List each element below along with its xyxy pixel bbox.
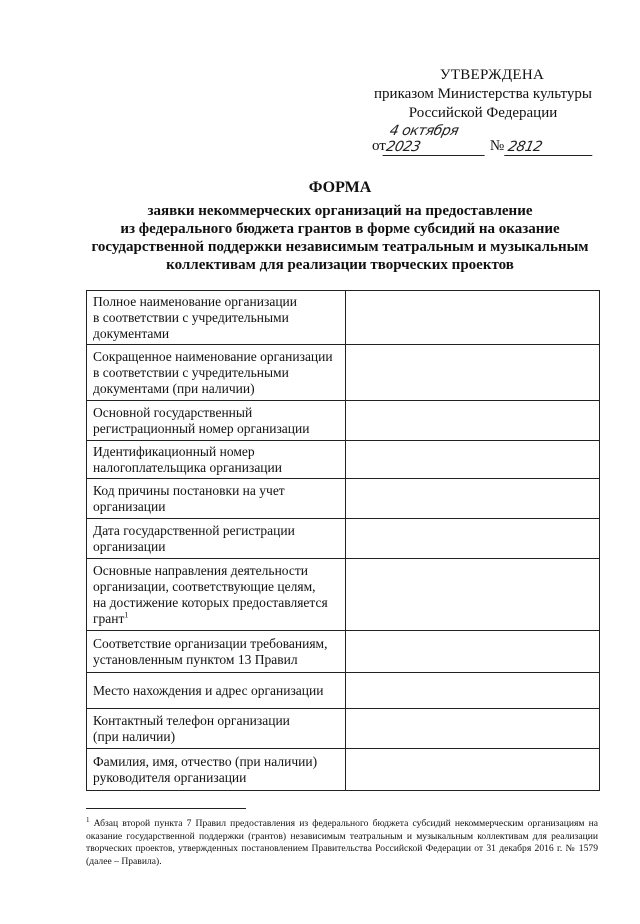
row-value-field[interactable]	[345, 291, 599, 345]
table-row	[87, 441, 600, 479]
row-label-line: Полное наименование организации	[93, 293, 297, 309]
row-label	[93, 754, 339, 786]
title-line-3: государственной поддержки независимым театральным и музыкальным	[91, 239, 589, 255]
row-label-line: налогоплательщика организации	[93, 459, 282, 475]
row-label	[93, 483, 339, 515]
row-label-line: организации	[93, 498, 166, 514]
row-label-text: грант	[93, 610, 125, 626]
row-label-line: организации, соответствующие целям,	[93, 578, 316, 594]
row-label	[93, 349, 339, 397]
row-value-field[interactable]	[345, 345, 599, 401]
table-row	[87, 559, 600, 631]
table-row	[87, 291, 600, 345]
table-row	[87, 401, 600, 441]
row-label	[93, 713, 339, 745]
row-label-line: Место нахождения и адрес организации	[93, 682, 324, 698]
form-rows	[87, 291, 600, 791]
row-label-line: Дата государственной регистрации	[93, 522, 295, 538]
row-label	[93, 636, 339, 668]
table-row	[87, 673, 600, 709]
footnote-reference: 1	[124, 610, 129, 619]
form-title	[40, 178, 640, 274]
row-label-cell	[87, 479, 346, 519]
row-label-cell	[87, 291, 346, 345]
approval-heading: УТВЕРЖДЕНА	[439, 67, 545, 83]
title-line-4: коллективам для реализации творческих проектов	[166, 257, 514, 273]
title-line-1: заявки некоммерческих организаций на предоставление	[147, 203, 533, 219]
approval-date-line	[358, 123, 608, 156]
row-label-line: документами (при наличии)	[93, 380, 255, 396]
row-label-line: в соответствии с учредительными	[93, 309, 289, 325]
row-value-field[interactable]	[345, 441, 599, 479]
row-label-cell	[87, 345, 346, 401]
table-row	[87, 709, 600, 749]
row-label-line: Основные направления деятельности	[93, 562, 308, 578]
row-label-cell	[87, 519, 346, 559]
row-label-cell	[87, 401, 346, 441]
row-label-cell	[87, 709, 346, 749]
row-value-field[interactable]	[345, 631, 599, 673]
row-label-line	[93, 611, 339, 627]
row-label-cell	[87, 559, 346, 631]
approval-block	[358, 66, 608, 156]
row-value-field[interactable]	[345, 709, 599, 749]
handwritten-date: 4 октября 2023	[382, 123, 491, 156]
form-word: ФОРМА	[308, 179, 372, 196]
row-label-line: Соответствие организации требованиям,	[93, 635, 328, 651]
table-row	[87, 749, 600, 791]
number-sign: №	[489, 138, 505, 154]
table-row	[87, 631, 600, 673]
row-value-field[interactable]	[345, 519, 599, 559]
table-row	[87, 479, 600, 519]
approval-line-federation: Российской Федерации	[408, 105, 558, 121]
row-label-line: Основной государственный	[93, 404, 253, 420]
row-label	[93, 563, 339, 627]
table-row	[87, 519, 600, 559]
row-label	[93, 405, 339, 437]
row-label-line: руководителя организации	[93, 769, 247, 785]
table-row	[87, 345, 600, 401]
row-label	[93, 444, 339, 476]
row-label-line: в соответствии с учредительными	[93, 364, 289, 380]
row-label-cell	[87, 441, 346, 479]
approval-line-ministry: приказом Министерства культуры	[374, 86, 592, 102]
row-label-cell	[87, 631, 346, 673]
row-label-line: (при наличии)	[93, 728, 176, 744]
footnote-text: Абзац второй пункта 7 Правил предоставления из федерального бюджета субсидий некоммерческим организациям на оказание государственной поддержки (грантов) независимым театральным и музыкальным коллективам для реализации творческих проектов, утвержденных постановлением Правительства Российской Федерации от 31 декабря 2016 г. № 1579 (далее – Правила).	[86, 818, 598, 867]
footnote	[86, 814, 598, 868]
row-value-field[interactable]	[345, 479, 599, 519]
date-prefix: от	[372, 138, 386, 154]
row-label	[93, 523, 339, 555]
row-label-line: установленным пунктом 13 Правил	[93, 651, 298, 667]
row-value-field[interactable]	[345, 749, 599, 791]
row-label-line: Сокращенное наименование организации	[93, 348, 333, 364]
row-label-line: на достижение которых предоставляется	[93, 594, 328, 610]
row-label-line: Код причины постановки на учет	[93, 482, 285, 498]
row-label-line: документами	[93, 325, 170, 341]
footnote-divider	[86, 808, 246, 809]
row-label-cell	[87, 673, 346, 709]
row-value-field[interactable]	[345, 401, 599, 441]
row-label-line: Идентификационный номер	[93, 443, 255, 459]
row-value-field[interactable]	[345, 673, 599, 709]
row-label-line: Фамилия, имя, отчество (при наличии)	[93, 753, 318, 769]
row-label	[93, 294, 339, 342]
row-label-cell	[87, 749, 346, 791]
row-label-line: организации	[93, 538, 166, 554]
title-line-2: из федерального бюджета грантов в форме субсидий на оказание	[120, 221, 560, 237]
footnote-marker: 1	[86, 816, 90, 824]
row-value-field[interactable]	[345, 559, 599, 631]
row-label	[93, 683, 339, 699]
row-label-line: регистрационный номер организации	[93, 420, 310, 436]
handwritten-order-number: 2812	[504, 139, 596, 156]
application-form-table	[86, 290, 600, 791]
row-label-line: Контактный телефон организации	[93, 712, 290, 728]
